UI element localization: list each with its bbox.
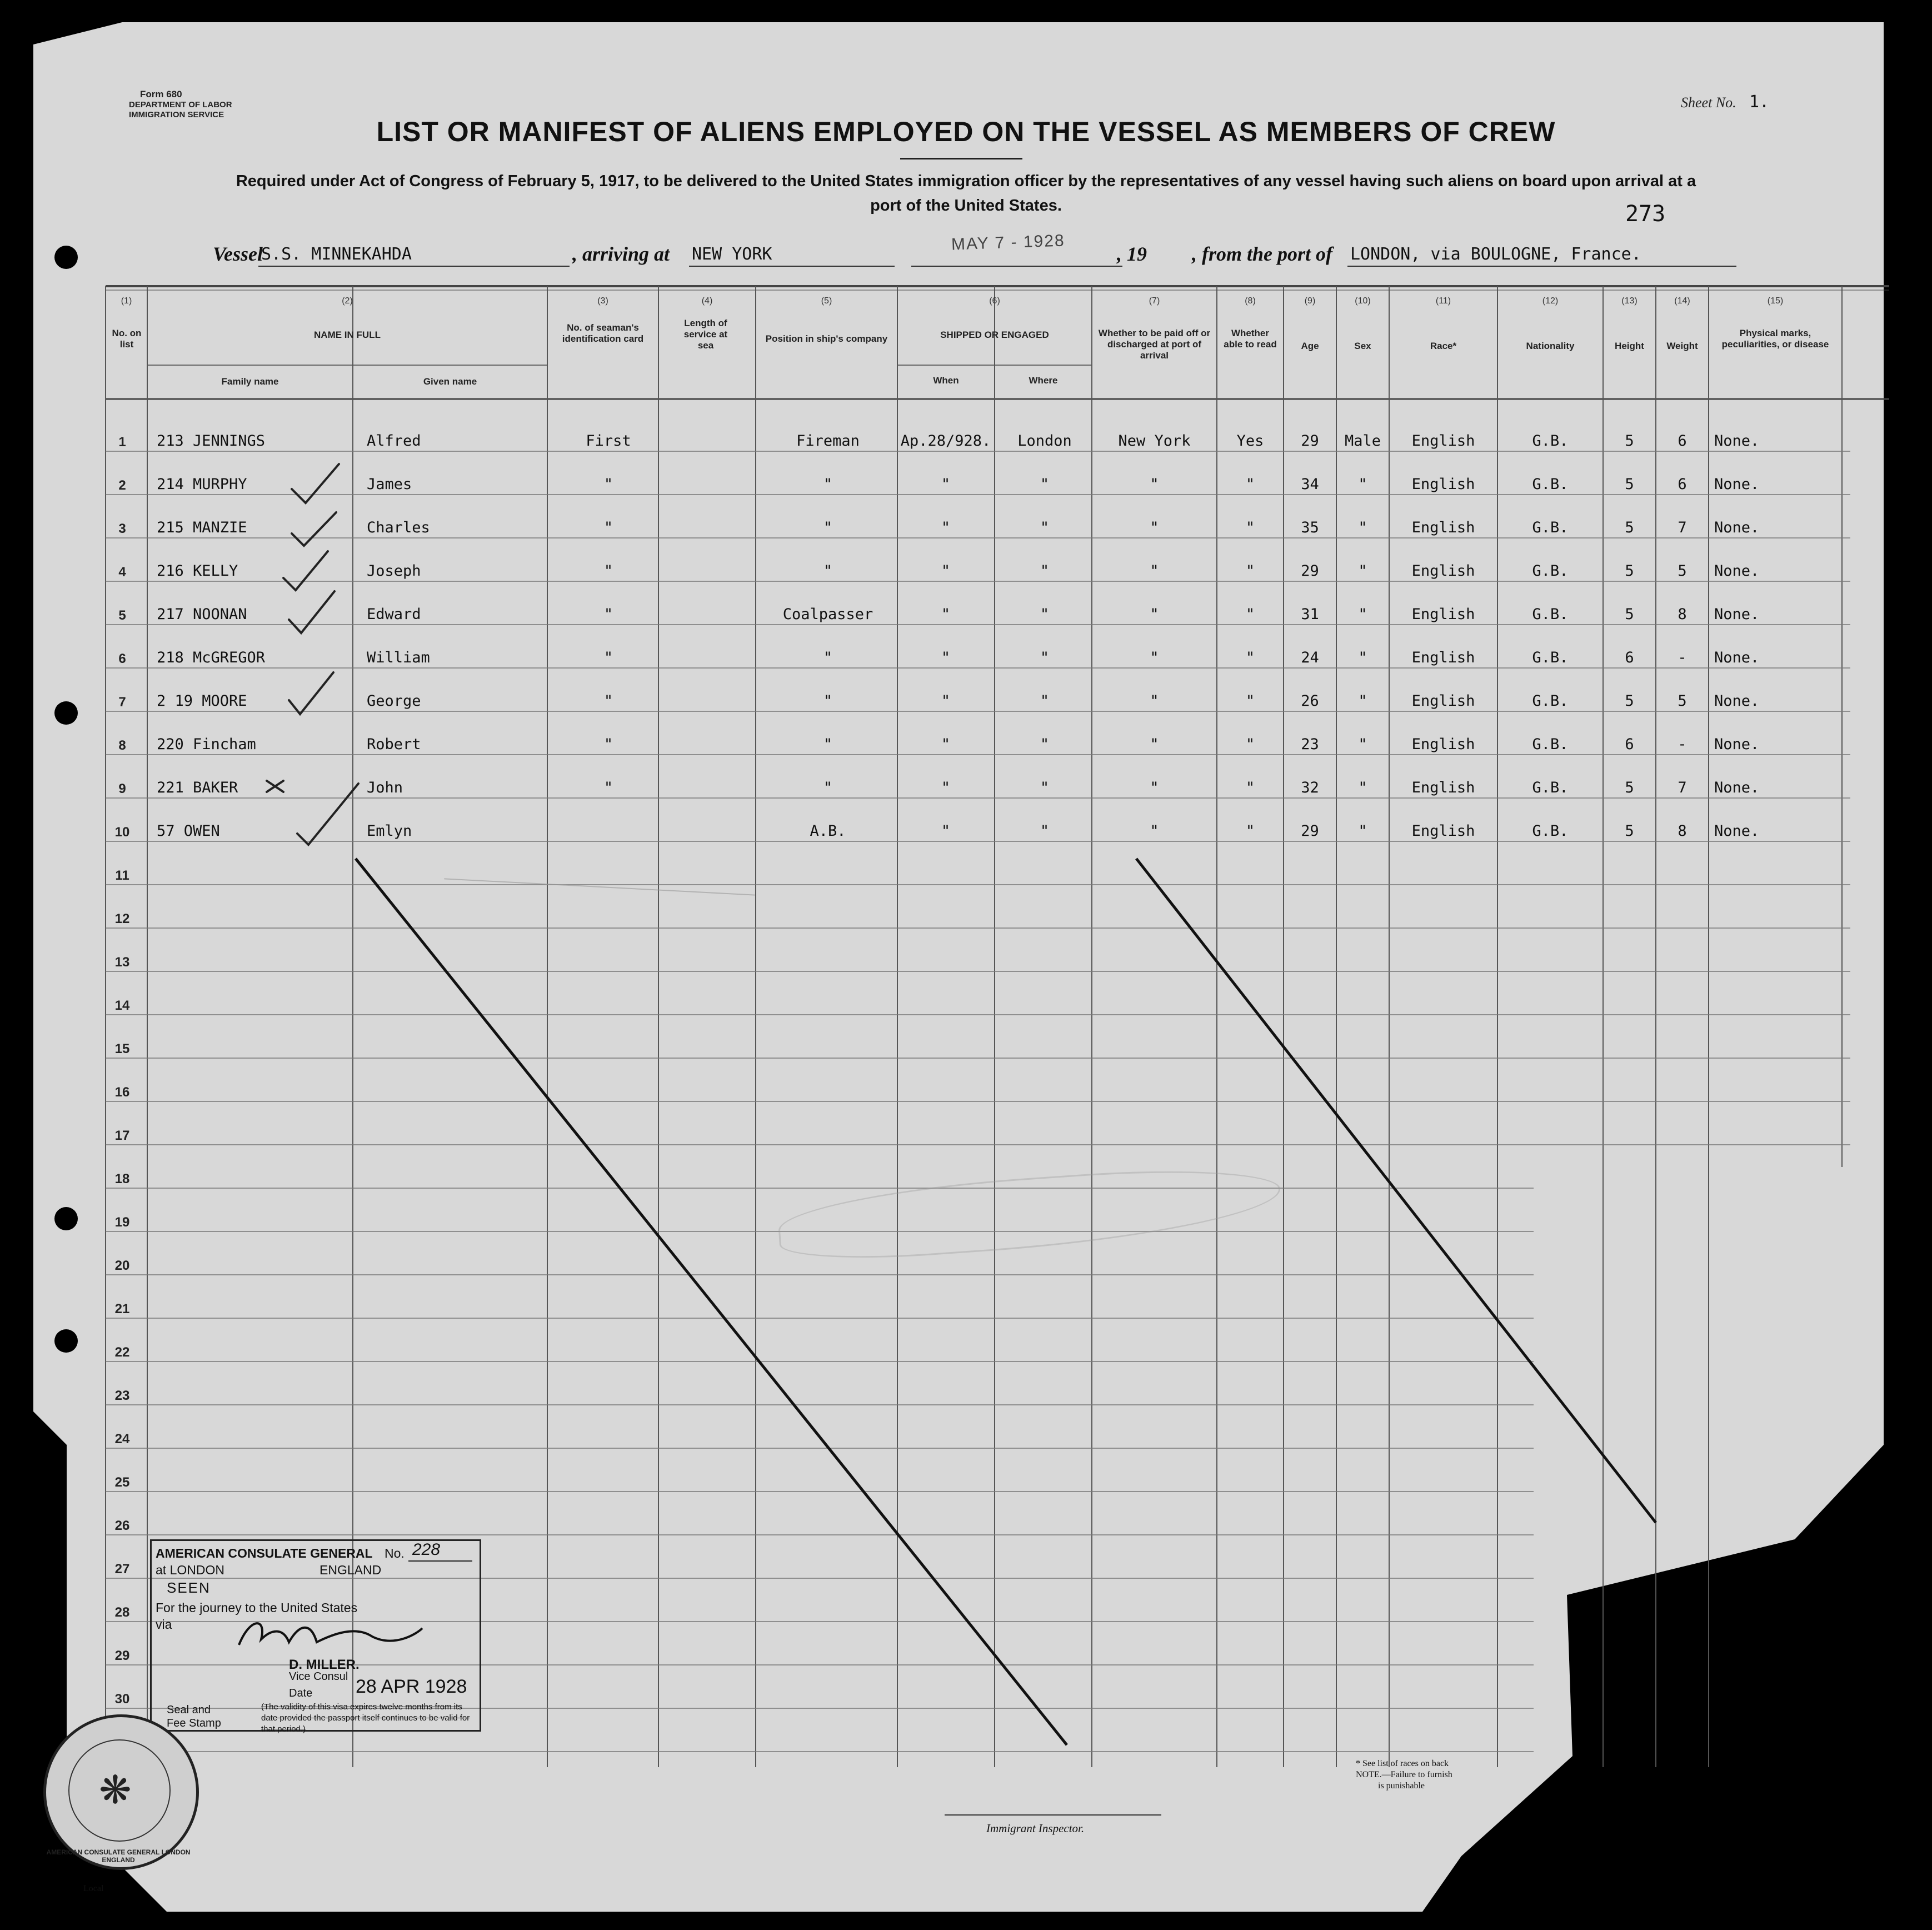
column-number: (10) <box>1355 296 1371 306</box>
age: 29 <box>1301 822 1319 840</box>
row-number: 23 <box>114 1388 130 1403</box>
family-name: 215 MANZIE <box>157 519 247 536</box>
year-label: , 19 <box>1117 243 1147 265</box>
form-subtitle: Required under Act of Congress of February 5, 1917, to be delivered to the United States immigration officer by the representatives of any vessel having such aliens on board upon arrival at a <box>236 172 1696 190</box>
paid-off-port: " <box>1150 692 1159 710</box>
physical-marks: None. <box>1714 519 1760 536</box>
header-sex: Sex <box>1354 341 1371 351</box>
given-name: Edward <box>367 606 421 623</box>
row-number: 9 <box>118 781 126 796</box>
family-name: 214 MURPHY <box>157 476 247 493</box>
ship-position: A.B. <box>810 822 846 840</box>
stamp-journey: For the journey to the United States <box>156 1600 358 1615</box>
id-card-number: " <box>603 649 613 666</box>
column-number: (5) <box>821 296 832 306</box>
shipped-when: " <box>941 562 951 580</box>
height: 5 <box>1625 476 1634 493</box>
family-name: 2 19 MOORE <box>157 692 247 710</box>
ship-position: Fireman <box>796 432 860 450</box>
header-nationality: Nationality <box>1526 341 1575 351</box>
row-number: 14 <box>114 998 130 1013</box>
ship-position: " <box>823 649 833 666</box>
weight: - <box>1678 736 1687 753</box>
stamp-validity-note: (The validity of this visa expires twelve months from its date provided the passport itself continues to be valid for that period.) <box>261 1702 470 1734</box>
age: 31 <box>1301 606 1319 623</box>
shipped-when: " <box>941 692 951 710</box>
shipped-when: " <box>941 606 951 623</box>
sheet-label: Sheet No. <box>1681 94 1736 111</box>
stamp-officer-title: Vice Consul <box>289 1670 348 1683</box>
arrival-port: NEW YORK <box>692 245 772 264</box>
shipped-where: " <box>1040 562 1050 580</box>
header-paid-off: Whether to be paid off or discharged at port of arrival <box>1098 328 1211 361</box>
row-number: 28 <box>114 1605 130 1620</box>
shipped-where: London <box>1017 432 1072 450</box>
column-number: (8) <box>1245 296 1256 306</box>
age: 35 <box>1301 519 1319 536</box>
nationality: G.B. <box>1532 649 1569 666</box>
footer-note-races: * See list of races on back <box>1356 1759 1449 1768</box>
paid-off-port: " <box>1150 822 1159 840</box>
sex: " <box>1358 476 1367 493</box>
given-name: Charles <box>367 519 430 536</box>
able-to-read: " <box>1245 692 1255 710</box>
weight: 8 <box>1678 606 1687 623</box>
family-name: 216 KELLY <box>157 562 238 580</box>
height: 5 <box>1625 692 1634 710</box>
id-card-number: " <box>603 606 613 623</box>
eagle-icon: ❋ <box>99 1767 132 1813</box>
row-number: 8 <box>118 738 126 753</box>
able-to-read: " <box>1245 519 1255 536</box>
weight: 7 <box>1678 519 1687 536</box>
nationality: G.B. <box>1532 779 1569 796</box>
physical-marks: None. <box>1714 692 1760 710</box>
row-number: 25 <box>114 1475 130 1490</box>
given-name: Emlyn <box>367 822 412 840</box>
family-name: 57 OWEN <box>157 822 220 840</box>
header-id-card: No. of seaman's identification card <box>562 322 644 344</box>
form-title: LIST OR MANIFEST OF ALIENS EMPLOYED ON THE VESSEL AS MEMBERS OF CREW <box>376 116 1556 147</box>
row-number: 7 <box>118 695 126 710</box>
given-name: John <box>367 779 403 796</box>
ship-position: " <box>823 692 833 710</box>
weight: - <box>1678 649 1687 666</box>
id-card-number: " <box>603 692 613 710</box>
column-number: (7) <box>1149 296 1160 306</box>
nationality: G.B. <box>1532 736 1569 753</box>
row-number: 17 <box>114 1128 130 1143</box>
paid-off-port: New York <box>1118 432 1191 450</box>
column-number: (14) <box>1674 296 1690 306</box>
column-number: (12) <box>1542 296 1559 306</box>
physical-marks: None. <box>1714 649 1760 666</box>
column-number: (11) <box>1435 296 1451 306</box>
row-number: 19 <box>114 1215 130 1230</box>
ship-position: " <box>823 519 833 536</box>
age: 29 <box>1301 432 1319 450</box>
shipped-where: " <box>1040 779 1050 796</box>
column-number: (6) <box>989 296 1000 306</box>
able-to-read: " <box>1245 649 1255 666</box>
header-name-in-full: NAME IN FULL <box>314 330 381 340</box>
height: 5 <box>1625 779 1634 796</box>
id-card-number: " <box>603 519 613 536</box>
sex: " <box>1358 519 1367 536</box>
inspector-label: Immigrant Inspector. <box>986 1822 1085 1835</box>
physical-marks: None. <box>1714 562 1760 580</box>
vessel-label: Vessel <box>213 243 263 265</box>
row-number: 2 <box>118 478 126 493</box>
row-number: 21 <box>114 1301 130 1316</box>
id-card-number: " <box>603 476 613 493</box>
header-family-name: Family name <box>221 376 279 387</box>
ship-position: " <box>823 562 833 580</box>
weight: 5 <box>1678 692 1687 710</box>
nationality: G.B. <box>1532 606 1569 623</box>
weight: 6 <box>1678 432 1687 450</box>
shipped-where: " <box>1040 822 1050 840</box>
physical-marks: None. <box>1714 779 1760 796</box>
row-number: 27 <box>114 1562 130 1577</box>
given-name: James <box>367 476 412 493</box>
family-name: 221 BAKER <box>157 779 238 796</box>
nationality: G.B. <box>1532 476 1569 493</box>
age: 32 <box>1301 779 1319 796</box>
given-name: Robert <box>367 736 421 753</box>
department-name: DEPARTMENT OF LABOR <box>129 100 232 109</box>
sex: " <box>1358 692 1367 710</box>
arriving-label: , arriving at <box>572 243 670 265</box>
header-position: Position in ship's company <box>765 333 888 344</box>
sex: " <box>1358 822 1367 840</box>
column-number: (15) <box>1767 296 1784 306</box>
height: 5 <box>1625 562 1634 580</box>
height: 5 <box>1625 432 1634 450</box>
header-able-to-read: Whether able to read <box>1224 328 1277 350</box>
row-number: 16 <box>114 1085 130 1100</box>
given-name: Alfred <box>367 432 421 450</box>
column-number: (9) <box>1304 296 1316 306</box>
race: English <box>1411 779 1475 796</box>
row-number: 22 <box>114 1345 130 1360</box>
row-number: 20 <box>114 1258 130 1273</box>
family-name: 213 JENNINGS <box>157 432 266 450</box>
sex: " <box>1358 649 1367 666</box>
race: English <box>1411 692 1475 710</box>
column-number: (3) <box>597 296 608 306</box>
form-subtitle-2: port of the United States. <box>870 197 1062 215</box>
from-port-label: , from the port of <box>1192 243 1333 265</box>
nationality: G.B. <box>1532 562 1569 580</box>
physical-marks: None. <box>1714 432 1760 450</box>
row-number: 6 <box>118 651 126 666</box>
header-when: When <box>933 375 959 386</box>
shipped-where: " <box>1040 476 1050 493</box>
stamp-no-underline <box>408 1560 472 1562</box>
header-age: Age <box>1301 341 1319 351</box>
race: English <box>1411 649 1475 666</box>
shipped-where: " <box>1040 692 1050 710</box>
given-name: William <box>367 649 430 666</box>
header-list-number: No. on list <box>112 328 142 350</box>
stamp-location: at LONDON <box>156 1563 224 1577</box>
weight: 7 <box>1678 779 1687 796</box>
row-number: 26 <box>114 1518 130 1533</box>
id-card-number: " <box>603 562 613 580</box>
height: 6 <box>1625 736 1634 753</box>
column-number: (13) <box>1621 296 1638 306</box>
paid-off-port: " <box>1150 519 1159 536</box>
vessel-name: S.S. MINNEKAHDA <box>261 245 412 264</box>
weight: 5 <box>1678 562 1687 580</box>
ship-position: " <box>823 779 833 796</box>
able-to-read: " <box>1245 822 1255 840</box>
header-weight: Weight <box>1666 341 1698 351</box>
id-card-number: " <box>603 779 613 796</box>
able-to-read: " <box>1245 779 1255 796</box>
header-shipped-engaged: SHIPPED OR ENGAGED <box>940 330 1049 340</box>
stamp-seal-label: Seal and <box>167 1704 211 1716</box>
departure-port: LONDON, via BOULOGNE, France. <box>1350 245 1641 264</box>
header-where: Where <box>1029 375 1058 386</box>
seal-text: AMERICAN CONSULATE GENERAL LONDON ENGLAND <box>46 1848 191 1864</box>
family-name: 218 McGREGOR <box>157 649 266 666</box>
stamp-via: via <box>156 1617 172 1632</box>
shipped-when: " <box>941 476 951 493</box>
row-number: 24 <box>114 1432 130 1447</box>
race: English <box>1411 519 1475 536</box>
stamp-country: ENGLAND <box>319 1563 382 1577</box>
stamp-date-value: 28 APR 1928 <box>356 1676 467 1697</box>
stamp-fee-label: Fee Stamp <box>167 1717 221 1729</box>
age: 34 <box>1301 476 1319 493</box>
age: 29 <box>1301 562 1319 580</box>
stamp-no-value: 228 <box>412 1540 441 1559</box>
shipped-when: " <box>941 822 951 840</box>
ship-position: " <box>823 476 833 493</box>
shipped-when: " <box>941 519 951 536</box>
row-number: 18 <box>114 1171 130 1186</box>
header-given-name: Given name <box>423 376 477 387</box>
able-to-read: " <box>1245 606 1255 623</box>
nationality: G.B. <box>1532 519 1569 536</box>
page-number: 273 <box>1625 201 1666 227</box>
race: English <box>1411 432 1475 450</box>
weight: 6 <box>1678 476 1687 493</box>
race: English <box>1411 736 1475 753</box>
able-to-read: " <box>1245 736 1255 753</box>
family-name: 217 NOONAN <box>157 606 247 623</box>
column-number: (1) <box>121 296 132 306</box>
able-to-read: " <box>1245 476 1255 493</box>
stamp-title: AMERICAN CONSULATE GENERAL <box>156 1546 373 1560</box>
sex: Male <box>1344 432 1381 450</box>
shipped-where: " <box>1040 606 1050 623</box>
shipped-when: " <box>941 779 951 796</box>
footer-note-punishable: is punishable <box>1378 1781 1425 1791</box>
stamp-no-label: No. <box>385 1546 405 1560</box>
race: English <box>1411 476 1475 493</box>
service-name: IMMIGRATION SERVICE <box>129 110 224 119</box>
ship-position: " <box>823 736 833 753</box>
row-number: 1 <box>118 435 126 450</box>
physical-marks: None. <box>1714 822 1760 840</box>
header-height: Height <box>1615 341 1644 351</box>
column-number: (2) <box>342 296 353 306</box>
age: 24 <box>1301 649 1319 666</box>
stamp-seen: SEEN <box>167 1579 211 1596</box>
nationality: G.B. <box>1532 432 1569 450</box>
stamp-date-label: Date <box>289 1687 313 1699</box>
race: English <box>1411 822 1475 840</box>
footer-local: Local <box>83 1884 104 1893</box>
sex: " <box>1358 606 1367 623</box>
physical-marks: None. <box>1714 476 1760 493</box>
footer-note-failure: NOTE.—Failure to furnish <box>1356 1770 1452 1779</box>
row-number: 13 <box>114 955 130 970</box>
column-number: (4) <box>701 296 713 306</box>
sex: " <box>1358 562 1367 580</box>
row-number: 12 <box>114 911 130 926</box>
race: English <box>1411 562 1475 580</box>
paid-off-port: " <box>1150 649 1159 666</box>
height: 5 <box>1625 822 1634 840</box>
shipped-when: " <box>941 736 951 753</box>
header-service-length: Length of service at sea <box>683 318 728 351</box>
nationality: G.B. <box>1532 822 1569 840</box>
nationality: G.B. <box>1532 692 1569 710</box>
paid-off-port: " <box>1150 779 1159 796</box>
paid-off-port: " <box>1150 562 1159 580</box>
row-number: 10 <box>114 825 130 840</box>
row-number: 29 <box>114 1648 130 1663</box>
paid-off-port: " <box>1150 476 1159 493</box>
sheet-number: 1. <box>1749 92 1770 112</box>
age: 23 <box>1301 736 1319 753</box>
shipped-when: Ap.28/928. <box>900 432 991 450</box>
height: 5 <box>1625 606 1634 623</box>
able-to-read: " <box>1245 562 1255 580</box>
given-name: George <box>367 692 421 710</box>
consulate-seal <box>43 1714 199 1870</box>
consul-signature <box>228 1612 428 1662</box>
paid-off-port: " <box>1150 606 1159 623</box>
row-number: 30 <box>114 1692 130 1707</box>
race: English <box>1411 606 1475 623</box>
physical-marks: None. <box>1714 736 1760 753</box>
form-number: Form 680 <box>140 89 182 99</box>
header-race: Race* <box>1430 341 1457 351</box>
row-number: 15 <box>114 1041 130 1056</box>
given-name: Joseph <box>367 562 421 580</box>
age: 26 <box>1301 692 1319 710</box>
arrival-date-stamp: MAY 7 - 1928 <box>951 231 1066 254</box>
paid-off-port: " <box>1150 736 1159 753</box>
id-card-number: First <box>586 432 631 450</box>
row-number: 3 <box>118 521 126 536</box>
weight: 8 <box>1678 822 1687 840</box>
sex: " <box>1358 736 1367 753</box>
family-name: 220 Fincham <box>157 736 256 753</box>
height: 6 <box>1625 649 1634 666</box>
header-physical-marks: Physical marks, peculiarities, or disease <box>1721 328 1829 350</box>
shipped-when: " <box>941 649 951 666</box>
inspector-rule <box>945 1814 1161 1816</box>
physical-marks: None. <box>1714 606 1760 623</box>
shipped-where: " <box>1040 736 1050 753</box>
id-card-number: " <box>603 736 613 753</box>
shipped-where: " <box>1040 519 1050 536</box>
row-number: 11 <box>115 868 129 883</box>
row-number: 4 <box>118 565 126 580</box>
able-to-read: Yes <box>1236 432 1264 450</box>
ship-position: Coalpasser <box>782 606 873 623</box>
row-number: 5 <box>118 608 126 623</box>
shipped-where: " <box>1040 649 1050 666</box>
height: 5 <box>1625 519 1634 536</box>
sex: " <box>1358 779 1367 796</box>
stamp-officer: D. MILLER. <box>289 1657 360 1672</box>
